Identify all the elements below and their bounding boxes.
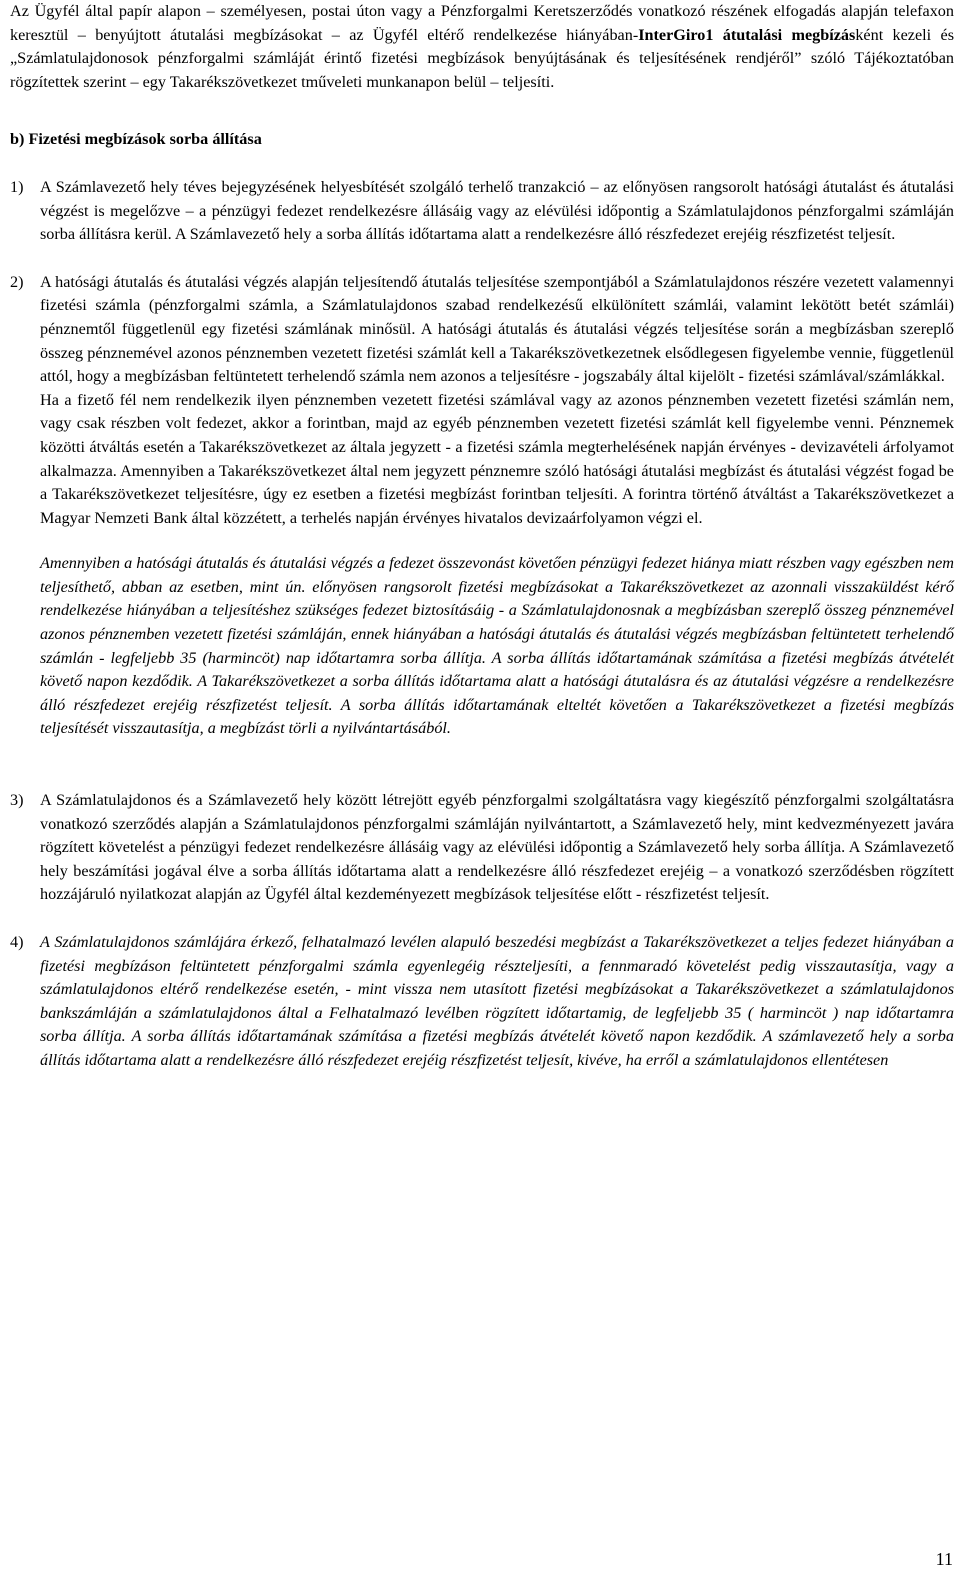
list-item-4 bbox=[10, 931, 954, 1073]
section-b-heading: b) Fizetési megbízások sorba állítása bbox=[10, 130, 262, 149]
intro-text-bold: InterGiro1 átutalási megbízás bbox=[638, 25, 856, 44]
list-item-number: 3) bbox=[10, 791, 24, 810]
list-item-text: A Számlavezető hely téves bejegyzésének helyesbítését szolgáló terhelő tranzakció – az előnyösen rangsorolt hatósági átutalást és átutalási végzést is megelőzve – a pénzügyi fedezet rendelkezésre állásáig vagy az elévülési időpontig a Számlatulajdonos pénzforgalmi számláján sorba állításra kerül. A Számlavezető hely a sorba állítás időtartama alatt a rendelkezésre álló részfedezet erejéig részfizetést teljesít. bbox=[40, 177, 954, 244]
list-item-text-continued: Ha a fizető fél nem rendelkezik ilyen pénznemben vezetett fizetési számlával vagy az azonos pénznemben vezetett fizetési számlán nem, vagy csak részben volt fedezet, akkor a forintban, majd az egyéb pénznemben vezetett fizetési számlát kell figyelembe venni. Pénznemek közötti átváltás esetén a Takarékszövetkezet az általa jegyzett - a fizetési számla megterhelésének napján érvényes - devizavételi árfolyamot alkalmazza. Amennyiben a Takarékszövetkezet által nem jegyzett pénznemre szóló hatósági átutalási megbízást és átutalási végzést fogad be a Takarékszövetkezet teljesítésre, úgy ez esetben a fizetési megbízást forintban teljesíti. A forintra történő átváltást a Takarékszövetkezet a Magyar Nemzeti Bank által közzétett, a terhelés napján érvényes hivatalos devizaárfolyamon végzi el. bbox=[40, 390, 954, 527]
list-item-number: 1) bbox=[10, 177, 24, 196]
intro-text-c: ként kezeli és „Számlatulajdonosok pénzforgalmi számláját érintő fizetési megbízások benyújtásának és teljesítésének rendjéről” szóló Tájékoztatóban rögzítettek szerint – egy Takarékszövetkezet tműveleti munkanapon belül – teljesíti. bbox=[10, 25, 954, 91]
list-item-text: A hatósági átutalás és átutalási végzés alapján teljesítendő átutalás teljesítése szempontjából a Számlatulajdonos részére vezetett valamennyi fizetési számla (pénzforgalmi számla, a Számlatulajdonos szabad rendelkezésű elkülönített számlái, valamint lekötött betét számlái) pénznemtől függetlenül egy fizetési számlának minősül. A hatósági átutalás és átutalási végzés teljesítése során a megbízásban szereplő összeg pénznemével azonos pénznemben vezetett fizetési számlát kell a Takarékszövetkezetnek elsődlegesen figyelembe vennie, függetlenül attól, hogy a megbízásban feltüntetett terhelendő számla nem azonos a teljesítésre - jogszabály által kijelölt - fizetési számlával/számlákkal. bbox=[40, 272, 954, 386]
list-item-text: A Számlatulajdonos és a Számlavezető hely között létrejött egyéb pénzforgalmi szolgáltatásra vagy kiegészítő pénzforgalmi szolgáltatásra vonatkozó szerződés alapján a Számlatulajdonos pénzforgalmi számláján nyilvántartott, a Számlavezető hely, mint kedvezményezett javára rögzített követelést a pénzügyi fedezet rendelkezésre állásáig vagy az elévülési időpontig a Számlavezető hely sorba állítja. A Számlavezető hely beszámítási jogával élve a sorba állítás időtartama alatt a rendelkezésre álló részfedezet erejéig – a vonatkozó szerződésben rögzített hozzájáruló nyilatkozat alapján az Ügyfél által kezdeményezett megbízások teljesítése előtt - részfizetést teljesít. bbox=[40, 791, 954, 904]
intro-paragraph bbox=[10, 0, 954, 94]
list-item-3 bbox=[10, 789, 954, 907]
list-item-number: 2) bbox=[10, 272, 24, 291]
list-item-1 bbox=[10, 176, 954, 247]
page-number: 11 bbox=[935, 1549, 953, 1569]
list-item-italic-note: Amennyiben a hatósági átutalás és átutalási végzés a fedezet összevonást követően pénzügyi fedezet hiánya miatt részben vagy egészben nem teljesíthető, abban az esetben, mint ún. előnyösen rangsorolt fizetési megbízásokat a Takarékszövetkezet az azonnali visszaküldést kérő rendelkezése hiányában a teljesítéshez szükséges fedezet biztosításáig - a Számlatulajdonosnak a megbízásban szereplő összeg pénznemével azonos pénznemben vezetett fizetési számláján, ennek hiányában a hatósági átutalás és átutalási végzés megbízásban feltüntetett terhelendő számlán - legfeljebb 35 (harmincöt) nap időtartamra sorba állítja. A sorba állítás időtartamának számítása a fizetési megbízás átvételét követő napon kezdődik. A Takarékszövetkezet a sorba állítás időtartama alatt a hatósági átutalásra és az átutalási végzésre a rendelkezésre álló részfedezet erejéig részfizetést teljesít. A sorba állítás időtartamának elteltét követően a Takarékszövetkezet a fizetési megbízás teljesítését visszautasítja, a megbízást törli a nyilvántartásából. bbox=[40, 554, 954, 738]
document-page bbox=[10, 0, 954, 1073]
list-item-text: A Számlatulajdonos számlájára érkező, felhatalmazó levélen alapuló beszedési megbízást a Takarékszövetkezet a teljes fedezet hiányában a fizetési megbízáson feltüntetett pénzforgalmi számla egyenlegéig részteljesíti, a fennmaradó követelést pedig visszautasítja, vagy a számlatulajdonos eltérő rendelkezése esetén, - mint vissza nem utasított fizetési megbízásokat a Takarékszövetkezet a számlatulajdonos bankszámláján a számlatulajdonos által a Felhatalmazó levélben rögzített időtartamig, de legfeljebb 35 ( harmincöt ) nap időtartamra sorba állítja. A sorba állítás időtartamának számítása a fizetési megbízás átvételét követő napon kezdődik. A számlavezető hely a sorba állítás időtartama alatt a rendelkezésre álló részfedezet erejéig részfizetést teljesít, kivéve, ha erről a számlatulajdonos ellentétesen bbox=[40, 933, 954, 1069]
list-item-number: 4) bbox=[10, 933, 24, 951]
list-item-2 bbox=[10, 271, 954, 741]
intro-text-a: Az Ügyfél által papír alapon – személyesen, postai úton vagy a Pénzforgalmi Keretszerződés vonatkozó részének elfogadás alapján telefaxon keresztül – benyújtott átutalási megbízásokat – az Ügyfél eltérő rendelkezése hiányában- bbox=[10, 2, 954, 44]
